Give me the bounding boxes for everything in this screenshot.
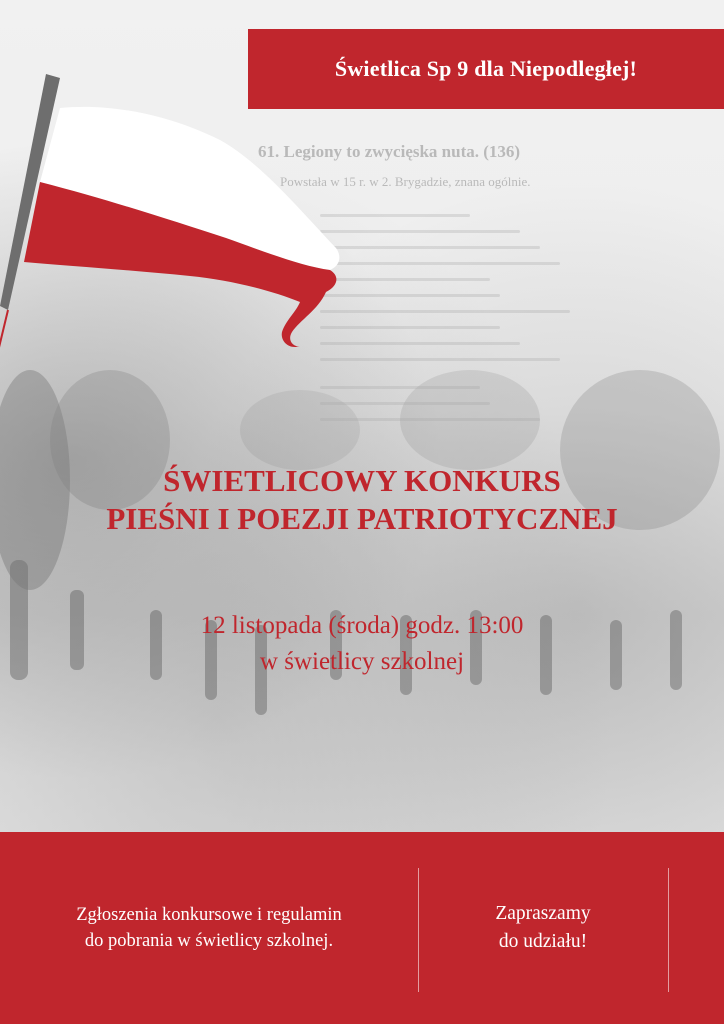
invitation [418,832,668,1024]
event-place: w świetlicy szkolnej [259,648,465,675]
songbook-subtitle: Powstała w 15 r. w 2. Brygadzie, znana ogólnie. [280,174,531,189]
event-when-where [0,608,724,680]
polish-flag-icon [0,70,360,360]
event-title-line-2: PIEŚNI I POEZJI PATRIOTYCZNEJ [106,501,618,536]
invitation-line-1: Zapraszamy [495,903,591,924]
event-title [0,462,724,538]
invitation-line-2: do udziału! [498,931,588,952]
crowd-photo-background [0,360,724,830]
event-title-line-1: ŚWIETLICOWY KONKURS [163,463,561,498]
songbook-title: 61. Legiony to zwycięska nuta. (136) [258,142,521,161]
event-date: 12 listopada (środa) godz. 13:00 [200,612,524,639]
header-title: Świetlica Sp 9 dla Niepodległej! [334,56,638,81]
registration-info-line-2: do pobrania w świetlicy szkolnej. [84,931,334,951]
footer-banner [0,832,724,1024]
registration-info-line-1: Zgłoszenia konkursowe i regulamin [76,905,342,925]
footer-divider-right [668,868,669,992]
header-banner [248,29,724,109]
registration-info [0,832,418,1024]
